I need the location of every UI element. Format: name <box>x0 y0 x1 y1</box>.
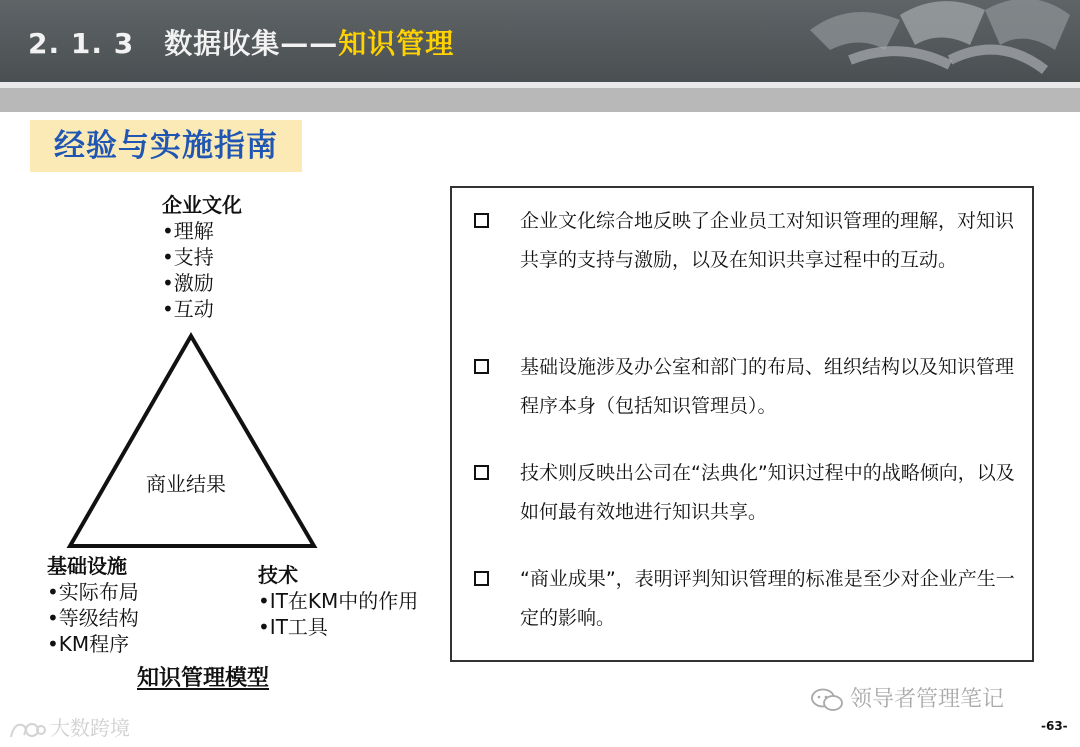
culture-label-group <box>162 192 242 322</box>
explanation-box <box>450 186 1034 662</box>
watermark-account-name: 领导者管理笔记 <box>850 687 1005 712</box>
bullet-text: 技术则反映出公司在“法典化”知识过程中的战略倾向，以及如何最有效地进行知识共享。 <box>520 462 1015 523</box>
bullet-text: “商业成果”，表明评判知识管理的标准是至少对企业产生一定的影响。 <box>520 568 1015 629</box>
title-prefix: 数据收集—— <box>164 27 339 60</box>
technology-item: • IT工具 <box>258 614 418 640</box>
square-bullet-icon <box>474 571 489 586</box>
culture-item: • 激励 <box>162 270 242 296</box>
bullet-text: 基础设施涉及办公室和部门的布局、组织结构以及知识管理程序本身（包括知识管理员）。 <box>520 356 1015 417</box>
infrastructure-item: • KM程序 <box>47 631 139 657</box>
bullet-text: 企业文化综合地反映了企业员工对知识管理的理解，对知识共享的支持与激励，以及在知识共享过程中的互动。 <box>520 210 1015 271</box>
technology-label-group <box>258 562 418 640</box>
knowledge-model-triangle <box>60 328 330 554</box>
platform-watermark <box>8 712 130 741</box>
bullet-item <box>470 202 1015 280</box>
culture-item: • 理解 <box>162 218 242 244</box>
technology-heading: 技术 <box>258 563 298 587</box>
subtitle-box: 经验与实施指南 <box>30 120 302 172</box>
culture-item: • 互动 <box>162 296 242 322</box>
header-bar <box>0 0 1080 82</box>
platform-watermark-text: 大数跨境 <box>50 716 130 740</box>
header-divider-grey <box>0 88 1080 112</box>
infrastructure-item: • 等级结构 <box>47 605 139 631</box>
square-bullet-icon <box>474 359 489 374</box>
culture-item: • 支持 <box>162 244 242 270</box>
bullet-item <box>470 454 1015 532</box>
wechat-icon <box>810 688 844 712</box>
bullet-item <box>470 560 1015 638</box>
page-number: -63- <box>1041 719 1068 733</box>
triangle-center-label: 商业结果 <box>146 472 226 496</box>
platform-logo-icon <box>8 719 46 741</box>
title-highlight: 知识管理 <box>338 27 455 60</box>
infrastructure-item: • 实际布局 <box>47 579 139 605</box>
infrastructure-heading: 基础设施 <box>47 554 127 578</box>
model-caption: 知识管理模型 <box>137 666 270 691</box>
technology-item: • IT在KM中的作用 <box>258 588 418 614</box>
infrastructure-label-group <box>47 553 139 657</box>
wechat-watermark <box>810 682 1004 713</box>
bullet-item <box>470 348 1015 426</box>
section-number: 2. 1. 3 <box>28 27 135 60</box>
square-bullet-icon <box>474 465 489 480</box>
culture-heading: 企业文化 <box>162 193 242 217</box>
slide-title <box>28 22 454 62</box>
square-bullet-icon <box>474 213 489 228</box>
header-decoration-graphic <box>790 0 1080 82</box>
